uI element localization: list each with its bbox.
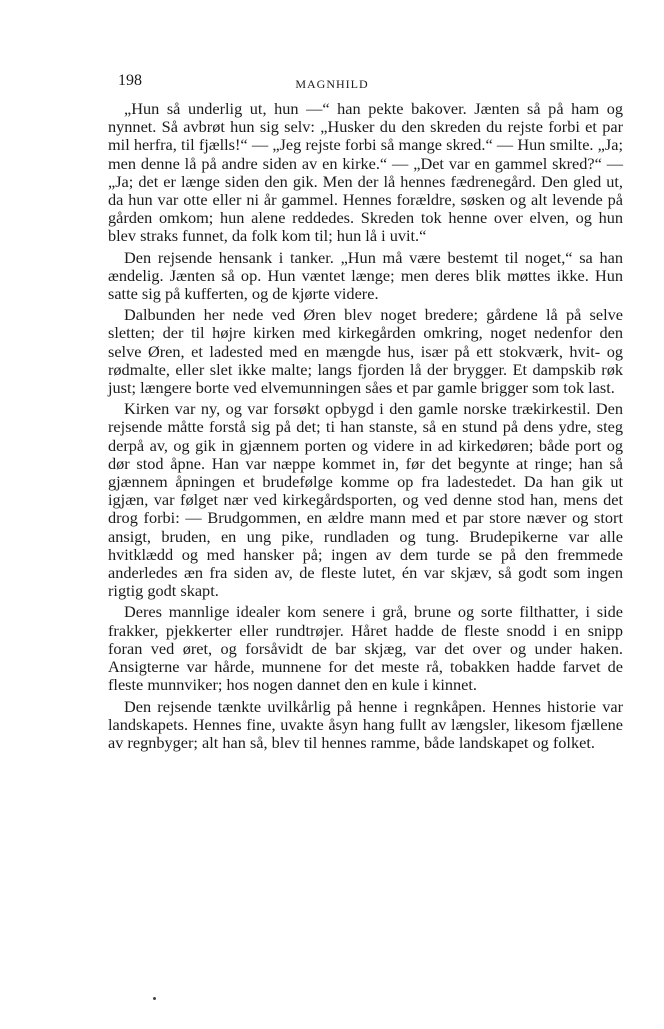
paragraph: Deres mannlige idealer kom senere i grå, brune og sorte filthatter, i side frakker, pjekkerter eller rundtrøjer. Håret hadde de fleste snodd i en snipp foran ved øret, og forsåvidt de bar skjæg, var det over og under haken. Ansigterne var hårde, munnene for det meste rå, tobakken hadde farvet de fleste munnviker; hos nogen dannet den en kule i kinnet.	[108, 602, 623, 695]
paragraph: Kirken var ny, og var forsøkt opbygd i den gamle norske trækirkestil. Den rejsende måtte forstå sig på det; ti han stanste, så en stund på dens ydre, steg derpå av, og gik in gjænnem porten og videre in ad kirkedøren; både port og dør stod åpne. Han var næppe kommet in, før det begynte at ringe; han så gjænnem åpningen et brudefølge komme op fra ladestedet. Da han gik ut igjæn, var følget nær ved kirkegårdsporten, og ved denne stod han, mens det drog forbi: — Brudgommen, en ældre mann med et par store næver og stort ansigt, bruden, en ung pike, rundladen og tung. Brudepikerne var alle hvitklædd og med hansker på; ingen av dem turde se på den fremmede anderledes æn fra siden av, de fleste lutet, én var skjæv, så godt som ingen rigtig godt skapt.	[108, 399, 623, 601]
ink-speck	[153, 997, 156, 1000]
page-number: 198	[118, 72, 142, 89]
body-text	[108, 100, 623, 755]
running-title: MAGNHILD	[295, 77, 369, 91]
paragraph: Den rejsende hensank i tanker. „Hun må være bestemt til noget,“ sa han ændelig. Jænten så op. Hun væntet længe; men deres blik møttes ikke. Hun satte sig på kufferten, og de kjørte videre.	[108, 247, 623, 304]
paragraph: „Hun så underlig ut, hun —“ han pekte bakover. Jænten så på ham og nynnet. Så avbrøt hun sig selv: „Husker du den skreden du rejste forbi et par mil herfra, til fjælls!“ — „Jeg rejste forbi så mange skred.“ — Hun smilte. „Ja; men denne lå på andre siden av en kirke.“ — „Det var en gammel skred?“ — „Ja; det er længe siden den gik. Men der lå hennes fædrenegård. Den gled ut, da hun var otte eller ni år gammel. Hennes forældre, søsken og alt levende på gården omkom; hun alene reddedes. Skreden tok henne over elven, og hun blev straks funnet, da folk kom til; hun lå i uvit.“	[108, 99, 623, 246]
paragraph: Den rejsende tænkte uvilkårlig på henne i regnkåpen. Hennes historie var landskapets. Hennes fine, uvakte åsyn hang fullt av længsler, likesom fjællene av regnbyger; alt han så, blev til hennes ramme, både landskapet og folket.	[108, 696, 623, 752]
paragraph: Dalbunden her nede ved Øren blev noget bredere; gårdene lå på selve sletten; der til højre kirken med kirkegården omkring, noget nedenfor den selve Øren, et ladested med en mængde hus, især på ett stokværk, hvit- og rødmalte, eller slet ikke malte; langs fjorden lå der brygger. Et dampskib røk just; længere borte ved elvemunningen såes et par gamle brigger som tok last.	[108, 305, 623, 398]
